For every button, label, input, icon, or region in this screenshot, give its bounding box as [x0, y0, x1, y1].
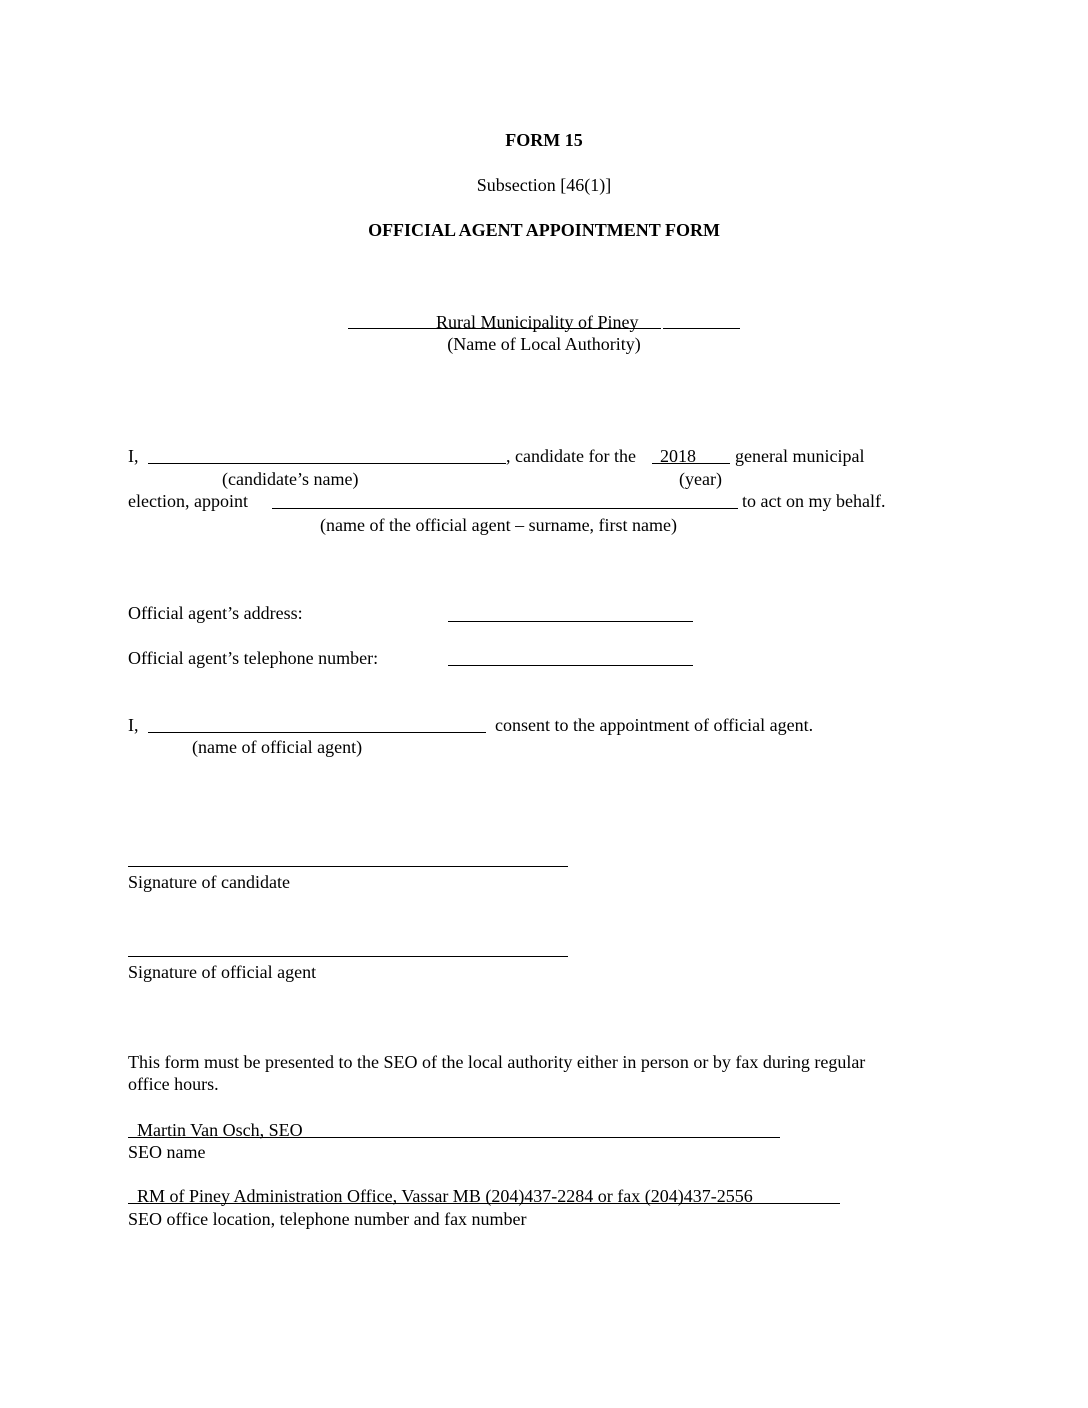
authority-underline-mid	[436, 328, 661, 329]
year-value[interactable]: 2018	[660, 446, 696, 466]
agent-signature-label: Signature of official agent	[128, 962, 317, 982]
instructions-line-1: This form must be presented to the SEO of the local authority either in person or by fax during regular	[128, 1052, 866, 1072]
seo-name-value: Martin Van Osch, SEO	[137, 1120, 303, 1140]
instructions-line-2: office hours.	[128, 1074, 219, 1094]
candidate-signature-field[interactable]	[128, 866, 568, 867]
authority-underline-left	[348, 328, 436, 329]
form-title: OFFICIAL AGENT APPOINTMENT FORM	[368, 220, 720, 240]
official-agent-name-field[interactable]	[272, 508, 738, 509]
appointment-i: I,	[128, 446, 139, 466]
to-act-text: to act on my behalf.	[742, 491, 886, 511]
agent-name-caption: (name of the official agent – surname, first name)	[320, 515, 678, 535]
seo-name-label: SEO name	[128, 1142, 206, 1162]
candidate-name-field[interactable]	[148, 463, 506, 464]
consent-i: I,	[128, 715, 139, 735]
consent-caption: (name of official agent)	[192, 737, 363, 757]
agent-telephone-label: Official agent’s telephone number:	[128, 648, 379, 668]
year-caption: (year)	[679, 469, 722, 489]
agent-telephone-field[interactable]	[448, 665, 693, 666]
consent-text: consent to the appointment of official agent.	[495, 715, 814, 735]
authority-underline-right	[663, 328, 740, 329]
general-municipal-text: general municipal	[735, 446, 865, 466]
consent-agent-name-field[interactable]	[148, 732, 486, 733]
agent-address-field[interactable]	[448, 621, 693, 622]
agent-signature-field[interactable]	[128, 956, 568, 957]
seo-office-value: RM of Piney Administration Office, Vassar MB (204)437-2284 or fax (204)437-2556	[137, 1186, 753, 1206]
agent-address-label: Official agent’s address:	[128, 603, 303, 623]
candidate-signature-label: Signature of candidate	[128, 872, 290, 892]
subsection: Subsection [46(1)]	[476, 175, 612, 195]
form-number: FORM 15	[505, 130, 583, 150]
seo-office-label: SEO office location, telephone number and fax number	[128, 1209, 527, 1229]
candidate-name-caption: (candidate’s name)	[222, 469, 359, 489]
authority-caption: (Name of Local Authority)	[447, 334, 641, 354]
candidate-for-the-text: , candidate for the	[506, 446, 636, 466]
election-appoint-text: election, appoint	[128, 491, 248, 511]
authority-value: Rural Municipality of Piney	[436, 312, 639, 332]
